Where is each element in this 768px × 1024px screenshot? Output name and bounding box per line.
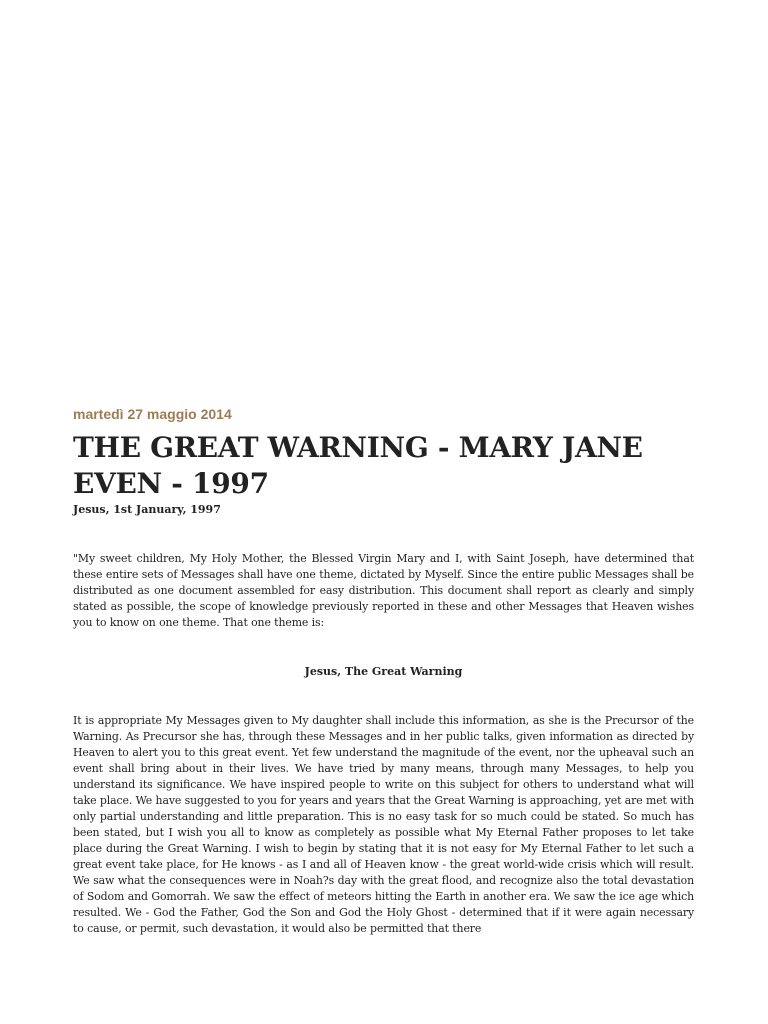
post-date: martedì 27 maggio 2014 [73,406,232,422]
blog-post [73,404,694,937]
section-heading: Jesus, The Great Warning [304,665,463,678]
post-subtitle: Jesus, 1st January, 1997 [73,503,221,516]
post-paragraph-2: It is appropriate My Messages given to My daughter shall include this information, as she is the Precursor of the Warning. As Precursor she has, through these Messages and in her public talks, given information as directed by Heaven to alert you to this great event. Yet few understand the magnitude of the event, nor the upheaval such an event shall bring about in their lives. We have tried by many means, through many Messages, to help you understand its significance. We have inspired people to write on this subject for others to understand what will take place. We have suggested to you for years and years that the Great Warning is approaching, yet are met with only partial understanding and little preparation. This is no easy task for so much could be stated. So much has been stated, but I wish you all to know as completely as possible what My Eternal Father proposes to let take place during the Great Warning. I wish to begin by stating that it is not easy for My Eternal Father to let such a great event take place, for He knows - as I and all of Heaven know - the great world-wide crisis which will result. We saw what the consequences were in Noah?s day with the great flood, and recognize also the total devastation of Sodom and Gomorrah. We saw the effect of meteors hitting the Earth in another era. We saw the ice age which resulted. We - God the Father, God the Son and God the Holy Ghost - determined that if it were again necessary to cause, or permit, such devastation, it would also be permitted that there [73,714,694,935]
post-paragraph-1: "My sweet children, My Holy Mother, the Blessed Virgin Mary and I, with Saint Joseph, have determined that these entire sets of Messages shall have one theme, dictated by Myself. Since the entire public Messages shall be distributed as one document assembled for easy distribution. This document shall report as clearly and simply stated as possible, the scope of knowledge previously reported in these and other Messages that Heaven wishes you to know on one theme. That one theme is: [73,552,694,629]
post-title[interactable]: THE GREAT WARNING - MARY JANE EVEN - 1997 [73,431,643,500]
